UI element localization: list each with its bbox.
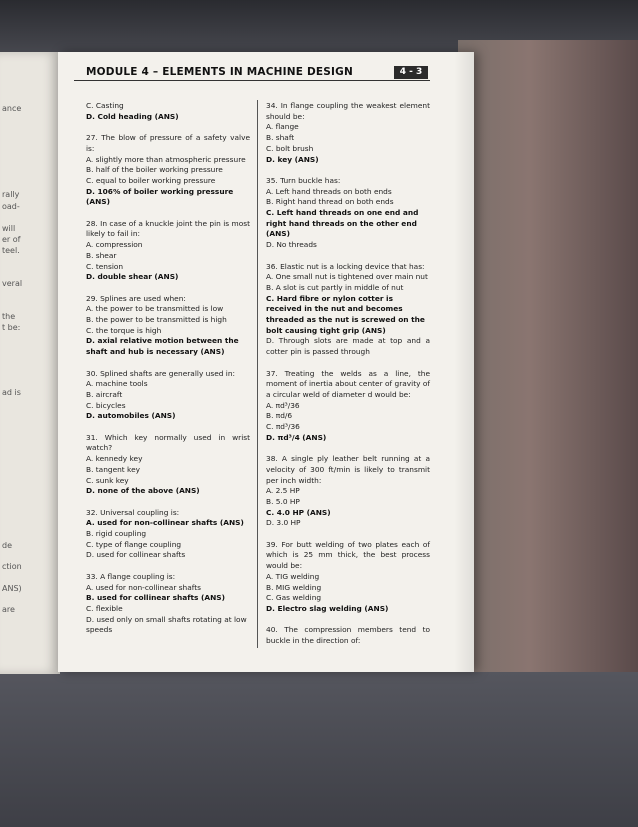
answer-option: B. A slot is cut partly in middle of nut: [266, 282, 404, 292]
answer-option: C. the torque is high: [86, 325, 162, 335]
answer-option-correct: A. used for non-collinear shafts (ANS): [86, 518, 244, 528]
answer-option: B. shear: [86, 250, 117, 260]
answer-option: C. Gas welding: [266, 593, 322, 603]
answer-option: A. flange: [266, 122, 299, 132]
question-text: 39. For butt welding of two plates each of which is 25 mm thick, the best process would be:: [266, 539, 430, 571]
question-text: 33. A flange coupling is:: [86, 571, 176, 581]
answer-option: C. πd³/36: [266, 422, 300, 432]
answer-option-correct: D. double shear (ANS): [86, 272, 179, 282]
answer-option: D. No threads: [266, 240, 317, 250]
answer-option: A. used for non-collinear shafts: [86, 582, 201, 592]
answer-option-correct: B. used for collinear shafts (ANS): [86, 593, 225, 603]
answer-option: A. TIG welding: [266, 571, 320, 581]
prev-fragment: ction: [2, 562, 22, 571]
answer-option: A. the power to be transmitted is low: [86, 304, 224, 314]
question-text: 28. In case of a knuckle joint the pin is most likely to fail in:: [86, 218, 250, 239]
prev-fragment: oad-: [2, 202, 20, 211]
spacer: [86, 358, 250, 369]
answer-option: B. half of the boiler working pressure: [86, 165, 223, 175]
answer-option: C. tension: [86, 261, 124, 271]
spacer: [266, 251, 430, 262]
prev-fragment: ANS): [2, 584, 22, 593]
answer-option: A. machine tools: [86, 379, 148, 389]
answer-option-correct: D. none of the above (ANS): [86, 486, 200, 496]
question-text: 31. Which key normally used in wrist watch?: [86, 432, 250, 453]
answer-option-correct: C. Hard fibre or nylon cotter is received in the nut and becomes threaded as the nut is screwed on the bolt causing tight grip (ANS): [266, 293, 425, 335]
spacer: [266, 443, 430, 454]
answer-option-correct: C. 4.0 HP (ANS): [266, 507, 331, 517]
answer-option: A. πd³/36: [266, 400, 300, 410]
answer-option: C. Casting: [86, 101, 124, 110]
prev-fragment: the: [2, 312, 16, 321]
answer-option: C. bolt brush: [266, 143, 314, 153]
answer-option: B. Right hand thread on both ends: [266, 197, 394, 207]
answer-option: C. equal to boiler working pressure: [86, 175, 216, 185]
spacer: [266, 615, 430, 626]
answer-option: C. bicycles: [86, 400, 126, 410]
spacer: [86, 122, 250, 133]
answer-option: C. flexible: [86, 603, 123, 613]
answer-option: B. πd/6: [266, 411, 293, 421]
answer-option: B. MIG welding: [266, 582, 322, 592]
answer-option: A. compression: [86, 240, 143, 250]
answer-option-correct: D. key (ANS): [266, 154, 319, 164]
spacer: [86, 283, 250, 294]
left-column: [86, 101, 250, 636]
spacer: [266, 529, 430, 540]
header-rule: [74, 80, 430, 81]
question-text: 30. Splined shafts are generally used in:: [86, 368, 236, 378]
question-text: 35. Turn buckle has:: [266, 175, 341, 185]
question-text: 37. Treating the welds as a line, the moment of inertia about center of gravity of a circular weld of diameter d would be:: [266, 368, 430, 399]
question-text: 32. Universal coupling is:: [86, 507, 180, 517]
prev-fragment: de: [2, 541, 12, 550]
prev-fragment: teel.: [2, 246, 20, 255]
prev-fragment: t be:: [2, 323, 21, 332]
answer-option: B. shaft: [266, 133, 295, 143]
question-text: 40. The compression members tend to buckle in the direction of:: [266, 625, 430, 646]
previous-page-edge: [0, 52, 60, 674]
answer-option: A. 2.5 HP: [266, 486, 300, 496]
background-bottom: [0, 672, 638, 827]
spacer: [86, 561, 250, 572]
answer-option: D. used only on small shafts rotating at low speeds: [86, 614, 247, 635]
answer-option-correct: D. πd³/4 (ANS): [266, 432, 327, 442]
answer-option: C. sunk key: [86, 475, 129, 485]
background-right: [458, 40, 638, 680]
answer-option: A. kennedy key: [86, 454, 143, 464]
right-column: [266, 101, 430, 647]
question-text: 38. A single ply leather belt running at a velocity of 300 ft/min is likely to transmit per inch width:: [266, 454, 430, 485]
answer-option: A. One small nut is tightened over main nut: [266, 272, 428, 282]
answer-option-correct: C. Left hand threads on one end and right hand threads on the other end (ANS): [266, 208, 419, 239]
prev-fragment: will: [2, 224, 16, 233]
answer-option: B. rigid coupling: [86, 529, 147, 539]
answer-option: D. 3.0 HP: [266, 518, 301, 528]
answer-option: C. type of flange coupling: [86, 539, 182, 549]
answer-option-correct: D. Cold heading (ANS): [86, 111, 179, 121]
question-text: 27. The blow of pressure of a safety valve is:: [86, 133, 250, 153]
prev-fragment: veral: [2, 279, 23, 288]
spacer: [266, 358, 430, 369]
spacer: [86, 497, 250, 508]
prev-fragment: ance: [2, 104, 22, 113]
answer-option: A. Left hand threads on both ends: [266, 186, 392, 196]
column-divider: [257, 100, 258, 648]
prev-fragment: ad is: [2, 388, 21, 397]
answer-option: B. the power to be transmitted is high: [86, 315, 227, 325]
answer-option: A. slightly more than atmospheric pressure: [86, 154, 246, 164]
spacer: [86, 208, 250, 219]
answer-option: B. tangent key: [86, 464, 140, 474]
answer-option: B. aircraft: [86, 389, 123, 399]
answer-option-correct: D. 106% of boiler working pressure (ANS): [86, 186, 234, 207]
question-text: 29. Splines are used when:: [86, 293, 186, 303]
answer-option: B. 5.0 HP: [266, 496, 300, 506]
page-header-title: MODULE 4 – ELEMENTS IN MACHINE DESIGN: [86, 66, 353, 78]
spacer: [86, 422, 250, 433]
question-text: 34. In flange coupling the weakest element should be:: [266, 101, 430, 121]
answer-option-correct: D. automobiles (ANS): [86, 411, 176, 421]
answer-option: D. used for collinear shafts: [86, 550, 186, 560]
answer-option-correct: D. Electro slag welding (ANS): [266, 603, 389, 613]
question-text: 36. Elastic nut is a locking device that has:: [266, 261, 425, 271]
prev-fragment: er of: [2, 235, 21, 244]
prev-fragment: are: [2, 605, 15, 614]
page-number-badge: 4 - 3: [394, 66, 428, 79]
prev-fragment: rally: [2, 190, 20, 199]
answer-option-correct: D. axial relative motion between the shaft and hub is necessary (ANS): [86, 336, 239, 357]
spacer: [266, 165, 430, 176]
question-text: D. Through slots are made at top and a cotter pin is passed through: [266, 336, 430, 357]
